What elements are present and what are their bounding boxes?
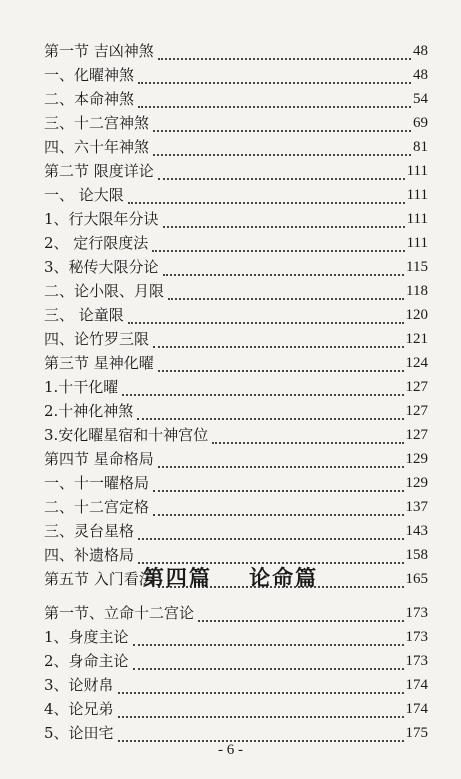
- toc-entry-page: 174: [405, 677, 428, 693]
- dot-leader: [158, 356, 404, 372]
- toc-entry-page: 111: [406, 163, 428, 179]
- toc-entry: [44, 300, 428, 324]
- toc-entry: [44, 204, 428, 228]
- toc-entry: [44, 108, 428, 132]
- toc-entry: [44, 180, 428, 204]
- dot-leader: [158, 164, 405, 180]
- toc-entry-title: 2、 定行限度法: [44, 234, 149, 252]
- toc-entry: [44, 348, 428, 372]
- toc-entry: [44, 420, 428, 444]
- dot-leader: [137, 404, 403, 420]
- part-name: 论命篇: [249, 566, 319, 590]
- toc-entry-page: 127: [405, 403, 428, 419]
- toc-entry-title: 一、化曜神煞: [44, 66, 135, 84]
- dot-leader: [163, 212, 405, 228]
- toc-entry-title: 5、论田宅: [44, 724, 114, 742]
- toc-entry-page: 175: [405, 725, 428, 741]
- dot-leader: [212, 428, 403, 444]
- toc-entry: [44, 132, 428, 156]
- toc-entry: [44, 718, 428, 742]
- toc-entry-page: 174: [405, 701, 428, 717]
- toc-entry: [44, 670, 428, 694]
- toc-entry-page: 48: [413, 67, 428, 83]
- toc-entry-page: 173: [405, 629, 428, 645]
- dot-leader: [128, 308, 404, 324]
- toc-entry-page: 129: [405, 475, 428, 491]
- toc-entry-title: 1.十干化曜: [44, 378, 119, 396]
- toc-entry: [44, 540, 428, 564]
- dot-leader: [153, 332, 403, 348]
- dot-leader: [118, 726, 404, 742]
- toc-entry-page: 120: [405, 307, 428, 323]
- dot-leader: [118, 702, 404, 718]
- toc-entry-page: 115: [406, 259, 428, 275]
- dot-leader: [122, 380, 403, 396]
- toc-entry: [44, 324, 428, 348]
- toc-entry-page: 165: [405, 571, 428, 587]
- dot-leader: [168, 284, 404, 300]
- dot-leader: [138, 68, 411, 84]
- toc-entry: [44, 598, 428, 622]
- toc-entry-title: 3、秘传大限分论: [44, 258, 159, 276]
- toc-entry-title: 三、十二宫神煞: [44, 114, 150, 132]
- toc-entry-page: 111: [406, 235, 428, 251]
- toc-entry-page: 127: [405, 379, 428, 395]
- toc-entry: [44, 622, 428, 646]
- toc-entry-title: 二、本命神煞: [44, 90, 135, 108]
- toc-entry-page: 127: [405, 427, 428, 443]
- toc-entry-title: 第四节 星命格局: [44, 450, 154, 468]
- toc-entry-page: 124: [405, 355, 428, 371]
- toc-entry-title: 第一节、立命十二宫论: [44, 604, 195, 622]
- toc-entry: [44, 276, 428, 300]
- toc-entry-title: 3、论财帛: [44, 676, 114, 694]
- toc-entry: [44, 516, 428, 540]
- toc-entry-title: 第二节 限度详论: [44, 162, 154, 180]
- dot-leader: [198, 606, 403, 622]
- toc-entry-page: 129: [405, 451, 428, 467]
- toc-entry-page: 48: [413, 43, 428, 59]
- toc-entry-title: 一、 论大限: [44, 186, 124, 204]
- toc-entry: [44, 252, 428, 276]
- toc-entry-title: 第五节 入门看法: [44, 570, 154, 588]
- toc-entry-title: 2、身命主论: [44, 652, 129, 670]
- toc-entry-page: 173: [405, 653, 428, 669]
- part-heading: [0, 562, 461, 592]
- toc-entry-title: 三、 论童限: [44, 306, 124, 324]
- toc-part4: [44, 598, 428, 742]
- toc-entry-title: 第三节 星神化曜: [44, 354, 154, 372]
- toc-entry: [44, 694, 428, 718]
- toc-entry-title: 3.安化曜星宿和十神宫位: [44, 426, 209, 444]
- toc-entry-title: 二、十二宫定格: [44, 498, 150, 516]
- toc-entry-title: 四、补遗格局: [44, 546, 135, 564]
- toc-entry: [44, 468, 428, 492]
- toc-entry-title: 四、六十年神煞: [44, 138, 150, 156]
- dot-leader: [128, 188, 405, 204]
- dot-leader: [158, 44, 411, 60]
- toc-entry-title: 四、论竹罗三限: [44, 330, 150, 348]
- toc-entry: [44, 84, 428, 108]
- dot-leader: [152, 236, 404, 252]
- dot-leader: [138, 92, 411, 108]
- toc-entry: [44, 372, 428, 396]
- toc-entry-title: 1、身度主论: [44, 628, 129, 646]
- toc-part3: [44, 36, 428, 588]
- dot-leader: [118, 678, 404, 694]
- toc-entry-title: 4、论兄弟: [44, 700, 114, 718]
- toc-entry: [44, 396, 428, 420]
- toc-entry-page: 111: [406, 187, 428, 203]
- dot-leader: [163, 260, 405, 276]
- toc-entry-page: 137: [405, 499, 428, 515]
- toc-entry-title: 一、十一曜格局: [44, 474, 150, 492]
- toc-entry-page: 69: [413, 115, 428, 131]
- part-number: 第四篇: [142, 566, 212, 590]
- dot-leader: [158, 452, 404, 468]
- toc-entry-page: 54: [413, 91, 428, 107]
- toc-entry-page: 143: [405, 523, 428, 539]
- toc-entry: [44, 444, 428, 468]
- toc-entry-page: 81: [413, 139, 428, 155]
- toc-entry-title: 二、论小限、月限: [44, 282, 165, 300]
- toc-entry-page: 118: [406, 283, 428, 299]
- toc-entry: [44, 36, 428, 60]
- dot-leader: [153, 500, 403, 516]
- toc-entry: [44, 646, 428, 670]
- dot-leader: [153, 476, 403, 492]
- dot-leader: [138, 524, 403, 540]
- toc-entry: [44, 492, 428, 516]
- toc-entry-title: 2.十神化神煞: [44, 402, 134, 420]
- page-number: - 6 -: [218, 742, 243, 758]
- toc-entry-page: 121: [405, 331, 428, 347]
- dot-leader: [153, 116, 411, 132]
- toc-entry-page: 111: [406, 211, 428, 227]
- toc-entry-page: 173: [405, 605, 428, 621]
- toc-entry-title: 1、行大限年分诀: [44, 210, 159, 228]
- toc-entry-page: 158: [405, 547, 428, 563]
- toc-entry: [44, 60, 428, 84]
- dot-leader: [133, 630, 404, 646]
- dot-leader: [153, 140, 411, 156]
- toc-entry-title: 第一节 吉凶神煞: [44, 42, 154, 60]
- dot-leader: [133, 654, 404, 670]
- toc-entry: [44, 228, 428, 252]
- toc-entry: [44, 156, 428, 180]
- toc-entry-title: 三、灵台星格: [44, 522, 135, 540]
